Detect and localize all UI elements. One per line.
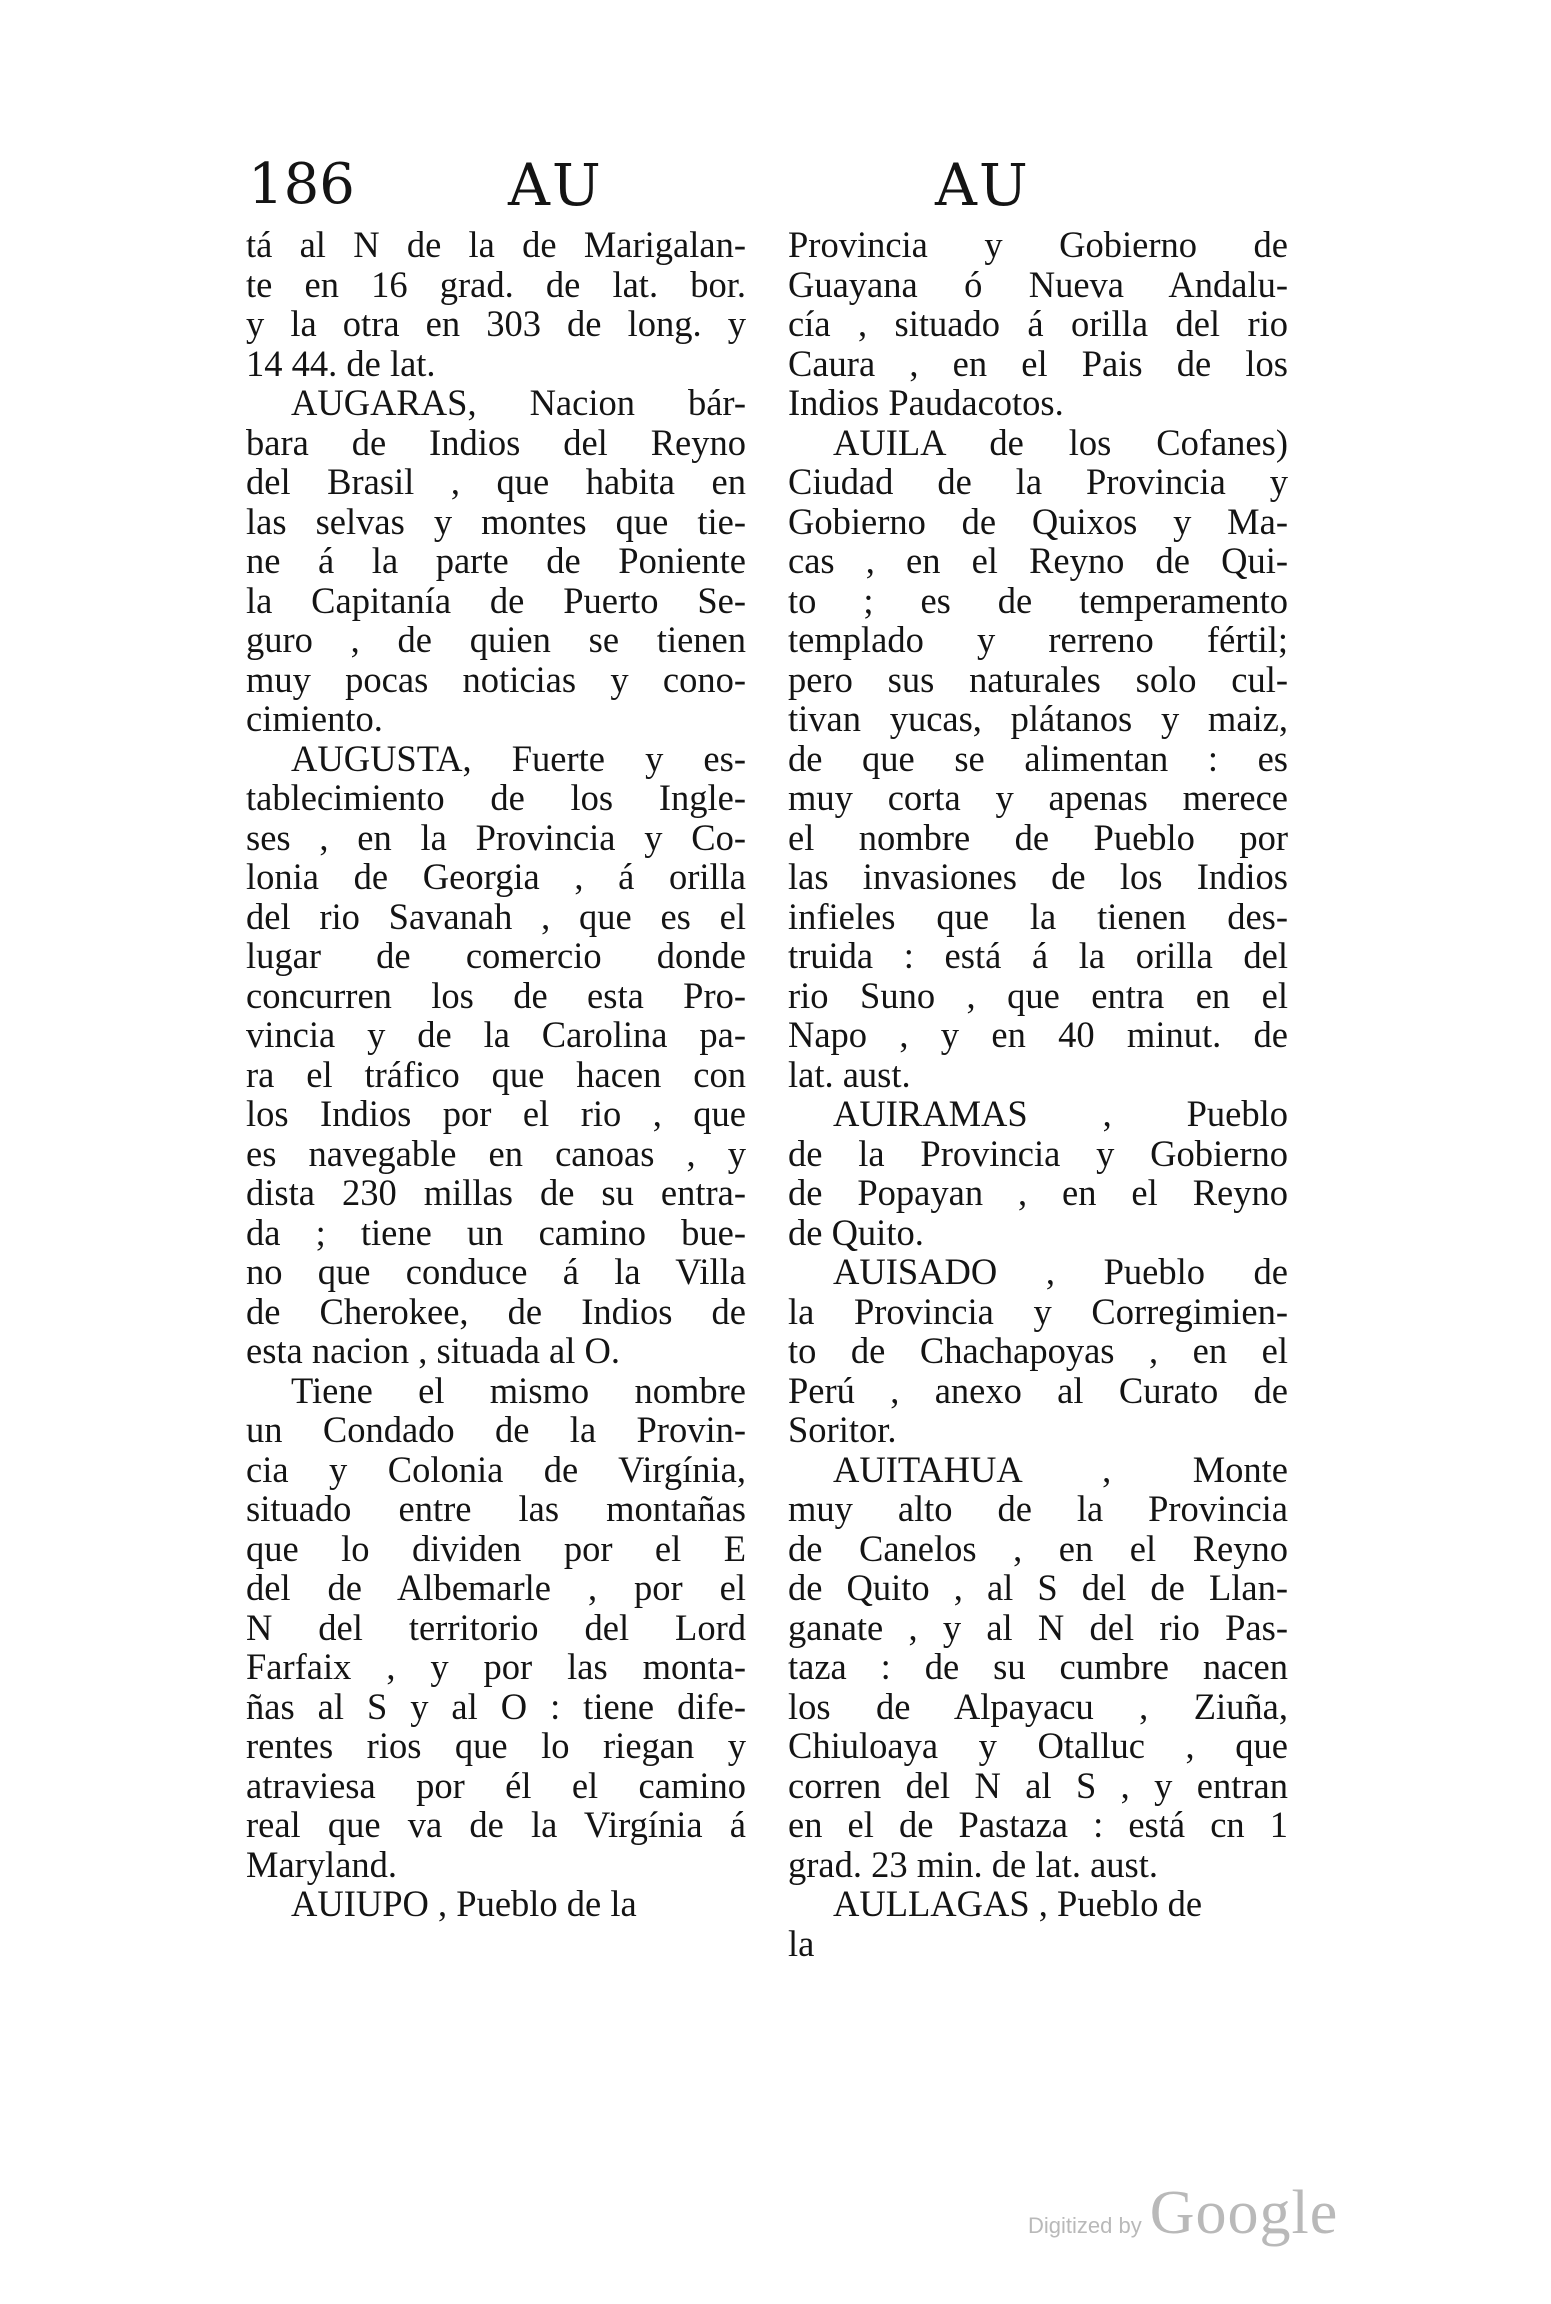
right-column-line: Chiuloaya y Otalluc , que [788, 1725, 1288, 1766]
left-column-line: ra el tráfico que hacen con [246, 1053, 746, 1095]
right-column-line: AUITAHUA , Monte [833, 1448, 1288, 1490]
right-column-line: rio Suno , que entra en el [788, 974, 1288, 1016]
left-column-line: Maryland. [246, 1843, 398, 1885]
right-column-line: truida : está á la orilla del [788, 935, 1288, 976]
left-column-line: Farfaix , y por las monta- [246, 1646, 746, 1687]
left-column-line: los Indios por el rio , que [246, 1093, 746, 1134]
right-column-line: Ciudad de la Provincia y [788, 461, 1288, 502]
left-column-line: un Condado de la Provin- [246, 1409, 746, 1450]
left-column-line: esta nacion , situada al O. [246, 1330, 621, 1371]
right-column-line: Gobierno de Quixos y Ma- [788, 500, 1288, 542]
right-column-line: Perú , anexo al Curato de [788, 1369, 1288, 1411]
left-column-line: ñas al S y al O : tiene dife- [246, 1685, 746, 1727]
right-column-line: en el de Pastaza : está cn 1 [788, 1804, 1288, 1845]
left-column-line: lonia de Georgia , á orilla [246, 856, 746, 897]
left-column-line: guro , de quien se tienen [246, 619, 746, 660]
left-column [246, 225, 746, 1924]
watermark-logo-text: Google [1149, 2179, 1339, 2247]
left-column-line: lugar de comercio donde [246, 935, 746, 976]
right-column-line: Guayana ó Nueva Andalu- [788, 263, 1288, 305]
right-column-line: Caura , en el Pais de los [788, 342, 1288, 384]
right-column-line: tivan yucas, plátanos y maiz, [788, 698, 1288, 739]
left-column-line: la Capitanía de Puerto Se- [246, 579, 746, 621]
left-column-line: de Cherokee, de Indios de [246, 1290, 746, 1332]
left-column-line: Tiene el mismo nombre [291, 1369, 746, 1411]
left-column-line: cia y Colonia de Virgínia, [246, 1448, 746, 1490]
left-column-line: da ; tiene un camino bue- [246, 1211, 746, 1253]
right-column-line: AUILA de los Cofanes) [833, 421, 1288, 463]
google-watermark [1028, 2178, 1338, 2258]
left-column-line: AUGARAS, Nacion bár- [291, 382, 746, 423]
left-column-line: no que conduce á la Villa [246, 1251, 746, 1292]
left-column-line: situado entre las montañas [246, 1488, 746, 1529]
left-column-line: real que va de la Virgínia á [246, 1804, 746, 1845]
left-column-line: las selvas y montes que tie- [246, 500, 746, 542]
right-column-line: los de Alpayacu , Ziuña, [788, 1685, 1288, 1727]
left-column-line: te en 16 grad. de lat. bor. [246, 263, 746, 305]
left-column-line: tá al N de la de Marigalan- [246, 224, 746, 265]
right-column-line: de Canelos , en el Reyno [788, 1527, 1288, 1569]
left-column-line: muy pocas noticias y cono- [246, 658, 746, 700]
left-column-line: AUIUPO , Pueblo de la [291, 1883, 637, 1924]
right-column-line: to ; es de temperamento [788, 579, 1288, 621]
right-column-line: la Provincia y Corregimien- [788, 1290, 1288, 1332]
right-column-line: cía , situado á orilla del rio [788, 303, 1288, 344]
right-column-line: de Quito , al S del de Llan- [788, 1567, 1288, 1608]
left-column-line: 14 44. de lat. [246, 342, 436, 384]
running-head-left: AU [508, 151, 603, 219]
right-column-line: pero sus naturales solo cul- [788, 658, 1288, 700]
right-column-line: de que se alimentan : es [788, 737, 1288, 779]
right-column-line: to de Chachapoyas , en el [788, 1330, 1288, 1371]
right-column-line: taza : de su cumbre nacen [788, 1646, 1288, 1687]
left-column-line: y la otra en 303 de long. y [246, 303, 746, 344]
left-column-line: concurren los de esta Pro- [246, 974, 746, 1016]
right-column-line: las invasiones de los Indios [788, 856, 1288, 897]
left-column-line: ne á la parte de Poniente [246, 540, 746, 581]
left-column-line: es navegable en canoas , y [246, 1132, 746, 1174]
left-column-line: N del territorio del Lord [246, 1606, 746, 1648]
left-column-line: cimiento. [246, 698, 383, 739]
left-column-line: del Brasil , que habita en [246, 461, 746, 502]
left-column-line: atraviesa por él el camino [246, 1764, 746, 1806]
page-header [0, 150, 1551, 220]
left-column-line: del rio Savanah , que es el [246, 895, 746, 937]
watermark-small-text: Digitized by [1028, 2213, 1142, 2238]
right-column-line: muy corta y apenas merece [788, 777, 1288, 818]
right-column-line: la [788, 1922, 815, 1964]
left-column-line: del de Albemarle , por el [246, 1567, 746, 1608]
running-head-right: AU [935, 151, 1030, 219]
left-column-line: que lo dividen por el E [246, 1527, 746, 1569]
left-column-line: dista 230 millas de su entra- [246, 1172, 746, 1213]
right-column-line: Provincia y Gobierno de [788, 224, 1288, 265]
right-column-line: corren del N al S , y entran [788, 1764, 1288, 1806]
right-column-line: el nombre de Pueblo por [788, 816, 1288, 858]
left-column-line: bara de Indios del Reyno [246, 421, 746, 463]
left-column-line: vincia y de la Carolina pa- [246, 1014, 746, 1055]
right-column-line: AUIRAMAS , Pueblo [833, 1093, 1288, 1134]
right-column-line: Indios Paudacotos. [788, 382, 1064, 423]
right-column-line: lat. aust. [788, 1053, 911, 1095]
left-column-line: rentes rios que lo riegan y [246, 1725, 746, 1766]
right-column-line: cas , en el Reyno de Qui- [788, 540, 1288, 581]
right-column-line: de la Provincia y Gobierno [788, 1132, 1288, 1174]
left-column-line: tablecimiento de los Ingle- [246, 777, 746, 818]
page-number: 186 [248, 152, 355, 217]
right-column-line: de Quito. [788, 1211, 924, 1253]
right-column-line: AULLAGAS , Pueblo de [833, 1883, 1203, 1924]
right-column-line: de Popayan , en el Reyno [788, 1172, 1288, 1213]
right-column-line: infieles que la tienen des- [788, 895, 1288, 937]
right-column-line: ganate , y al N del rio Pas- [788, 1606, 1288, 1648]
right-column-line: grad. 23 min. de lat. aust. [788, 1843, 1158, 1885]
right-column [788, 225, 1288, 1963]
right-column-line: Soritor. [788, 1409, 897, 1450]
right-column-line: Napo , y en 40 minut. de [788, 1014, 1288, 1055]
left-column-line: ses , en la Provincia y Co- [246, 816, 746, 858]
right-column-line: AUISADO , Pueblo de [833, 1251, 1288, 1292]
right-column-line: muy alto de la Provincia [788, 1488, 1288, 1529]
right-column-line: templado y rerreno fértil; [788, 619, 1288, 660]
left-column-line: AUGUSTA, Fuerte y es- [291, 737, 746, 779]
